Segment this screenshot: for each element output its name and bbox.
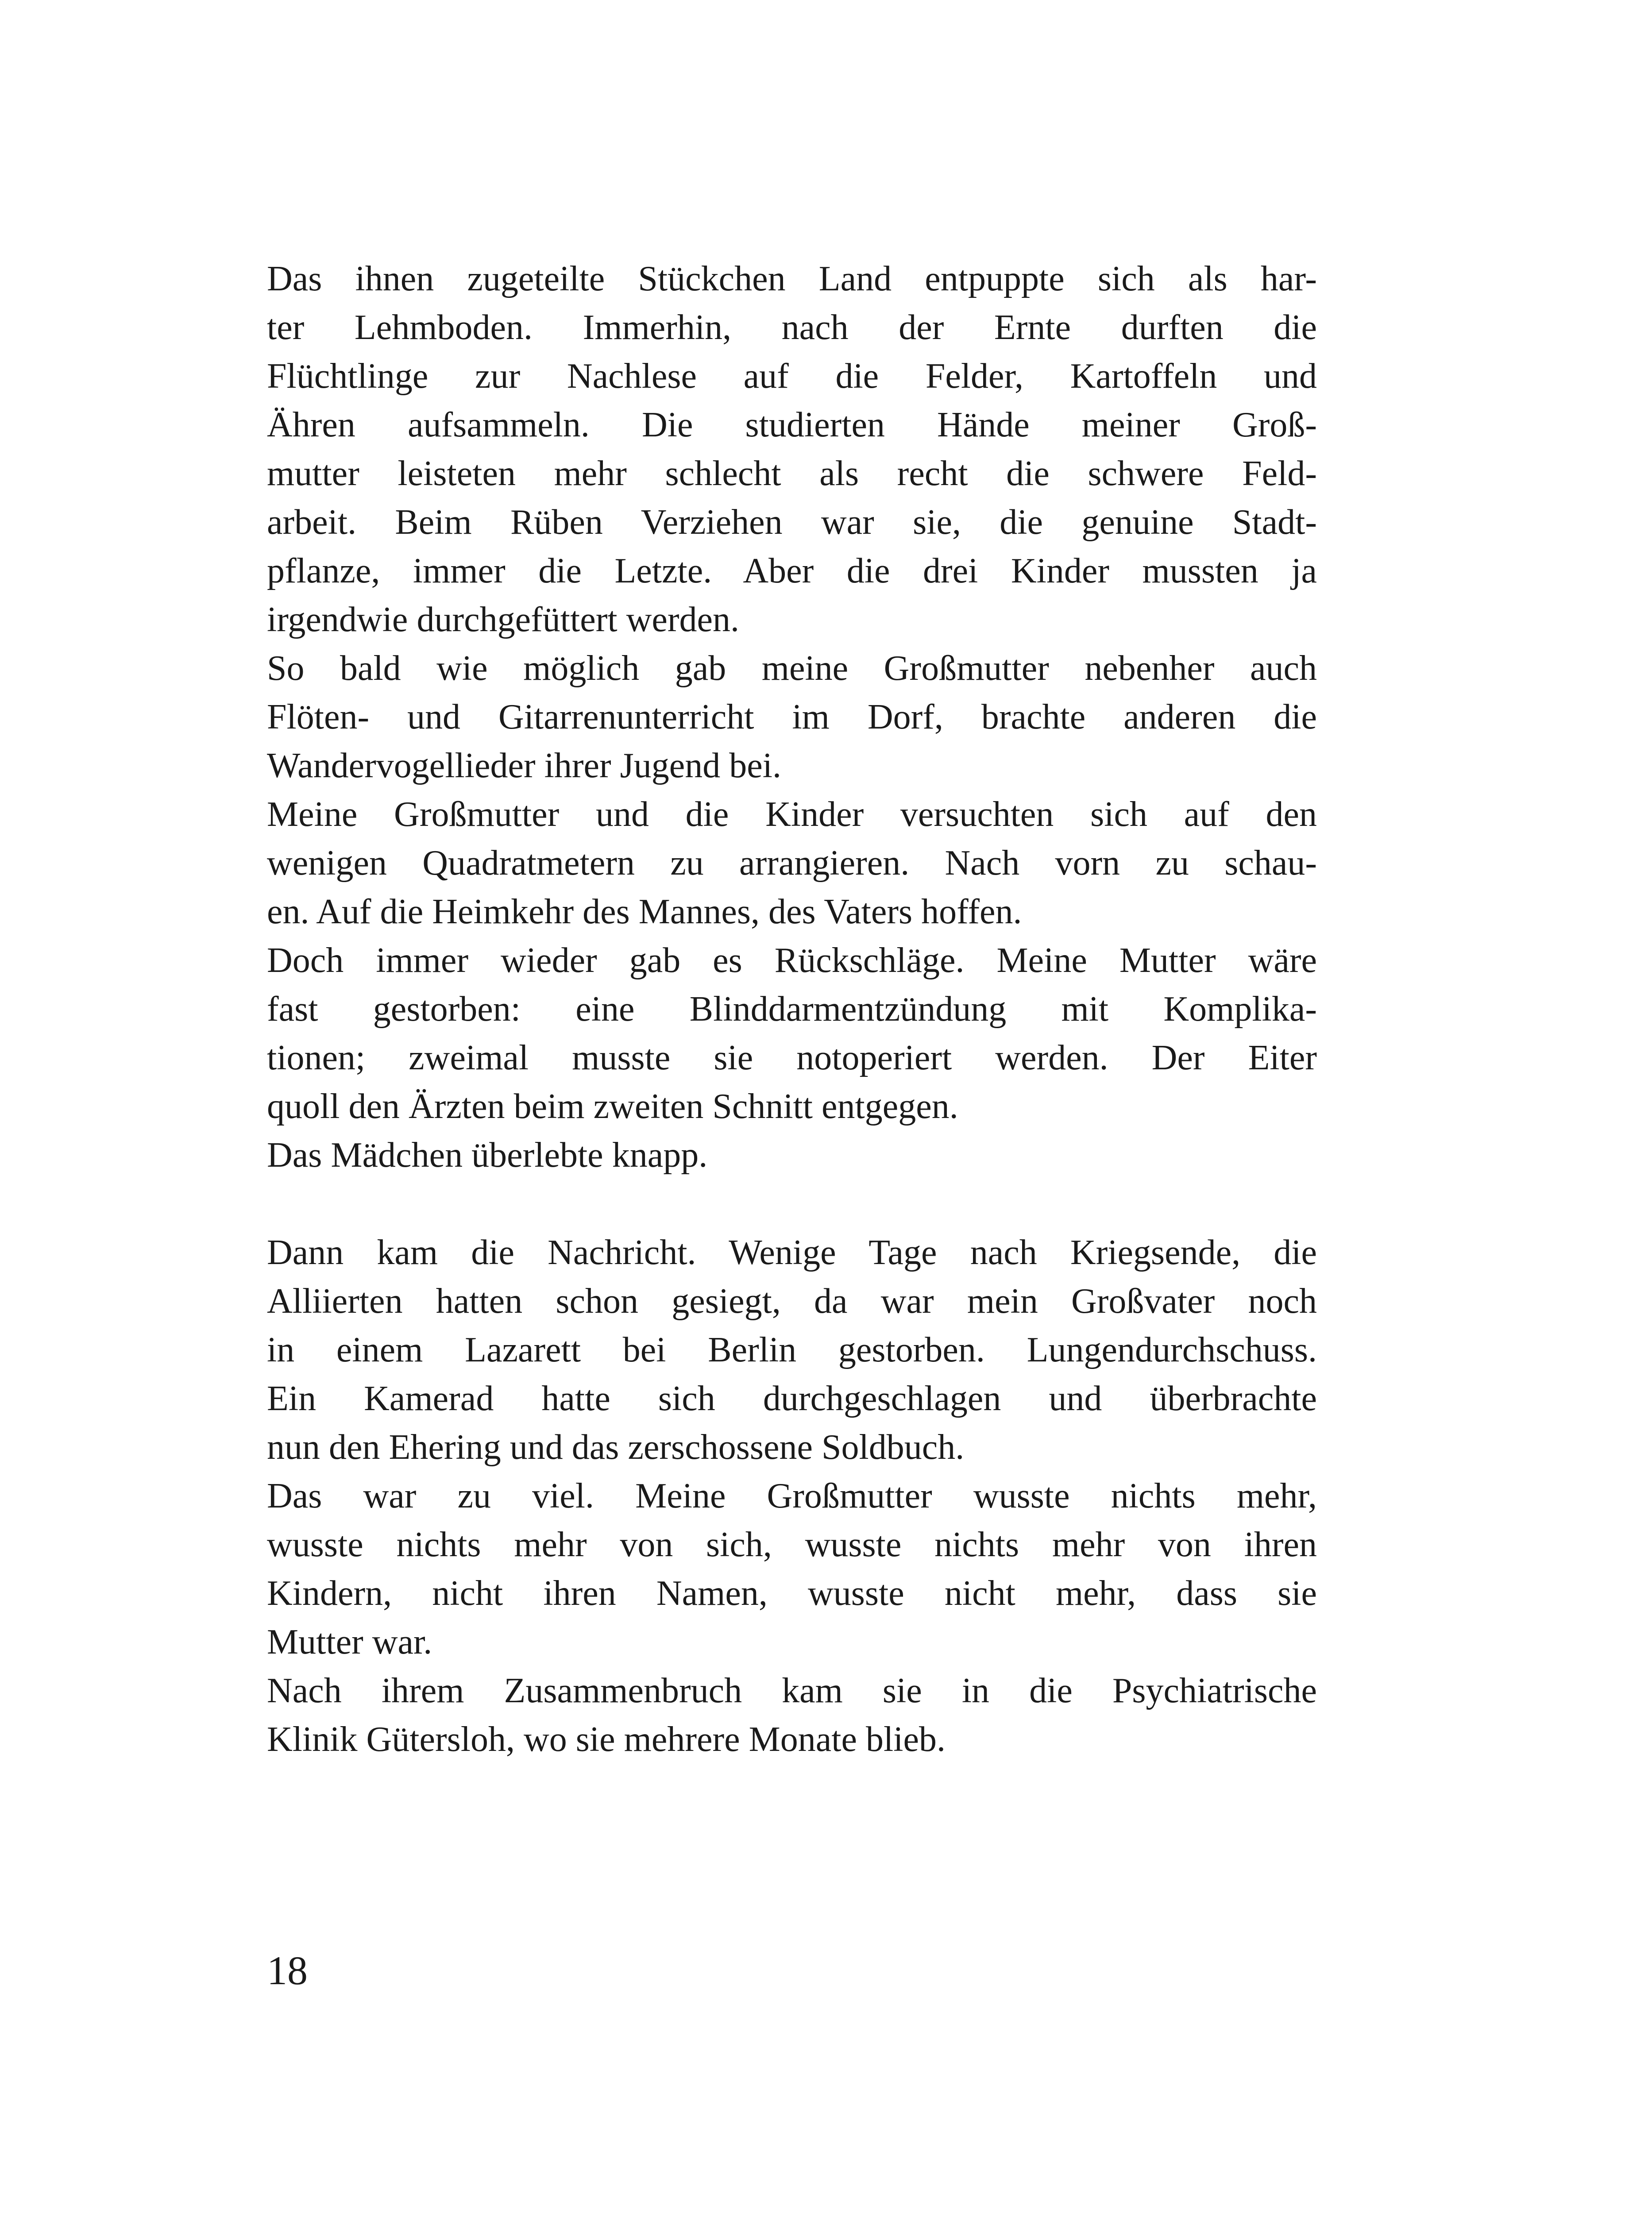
paragraph <box>267 936 1317 1131</box>
paragraph <box>267 790 1317 936</box>
text-line: Ähren aufsammeln. Die studierten Hände meiner Groß- <box>267 405 1317 444</box>
text-line: Klinik Gütersloh, wo sie mehrere Monate blieb. <box>267 1720 946 1759</box>
text-line: en. Auf die Heimkehr des Mannes, des Vaters hoffen. <box>267 892 1022 931</box>
text-line: nun den Ehering und das zerschossene Soldbuch. <box>267 1428 965 1467</box>
text-line: mutter leisteten mehr schlecht als recht die schwere Feld- <box>267 454 1317 493</box>
blank-line <box>267 1180 1317 1228</box>
paragraph <box>267 1666 1317 1764</box>
text-line: arbeit. Beim Rüben Verziehen war sie, die genuine Stadt- <box>267 503 1317 542</box>
paragraph <box>267 644 1317 790</box>
text-line: wenigen Quadratmetern zu arrangieren. Nach vorn zu schau- <box>267 844 1317 883</box>
text-line: Dann kam die Nachricht. Wenige Tage nach Kriegsende, die <box>267 1233 1317 1272</box>
text-line: Ein Kamerad hatte sich durchgeschlagen und überbrachte <box>267 1379 1317 1418</box>
body-text <box>267 254 1317 1764</box>
paragraph <box>267 1228 1317 1472</box>
text-line: Das war zu viel. Meine Großmutter wusste nichts mehr, <box>267 1477 1317 1515</box>
text-line: Das Mädchen überlebte knapp. <box>267 1136 708 1175</box>
text-line: Kindern, nicht ihren Namen, wusste nicht mehr, dass sie <box>267 1574 1317 1613</box>
text-line: tionen; zweimal musste sie notoperiert werden. Der Eiter <box>267 1038 1317 1077</box>
paragraph <box>267 1472 1317 1666</box>
text-line: Doch immer wieder gab es Rückschläge. Meine Mutter wäre <box>267 941 1317 980</box>
text-line: Wandervogellieder ihrer Jugend bei. <box>267 746 781 785</box>
paragraph <box>267 1131 1317 1180</box>
text-line: in einem Lazarett bei Berlin gestorben. Lungendurchschuss. <box>267 1330 1317 1369</box>
text-line: wusste nichts mehr von sich, wusste nichts mehr von ihren <box>267 1525 1317 1564</box>
text-line: pflanze, immer die Letzte. Aber die drei Kinder mussten ja <box>267 551 1317 590</box>
text-line: Nach ihrem Zusammenbruch kam sie in die Psychiatrische <box>267 1671 1317 1710</box>
text-line: Flüchtlinge zur Nachlese auf die Felder, Kartoffeln und <box>267 357 1317 396</box>
text-line: quoll den Ärzten beim zweiten Schnitt entgegen. <box>267 1087 958 1126</box>
text-line: Das ihnen zugeteilte Stückchen Land entpuppte sich als har- <box>267 259 1317 298</box>
text-line: Mutter war. <box>267 1623 432 1662</box>
paragraph <box>267 254 1317 644</box>
text-line: ter Lehmboden. Immerhin, nach der Ernte durften die <box>267 308 1317 347</box>
page-number: 18 <box>267 1948 308 1993</box>
text-line: fast gestorben: eine Blinddarmentzündung mit Komplika- <box>267 990 1317 1029</box>
text-line: Meine Großmutter und die Kinder versuchten sich auf den <box>267 795 1317 834</box>
text-line: irgendwie durchgefüttert werden. <box>267 600 739 639</box>
text-line: Alliierten hatten schon gesiegt, da war mein Großvater noch <box>267 1282 1317 1321</box>
text-line: So bald wie möglich gab meine Großmutter nebenher auch <box>267 649 1317 688</box>
text-line: Flöten- und Gitarrenunterricht im Dorf, brachte anderen die <box>267 698 1317 736</box>
